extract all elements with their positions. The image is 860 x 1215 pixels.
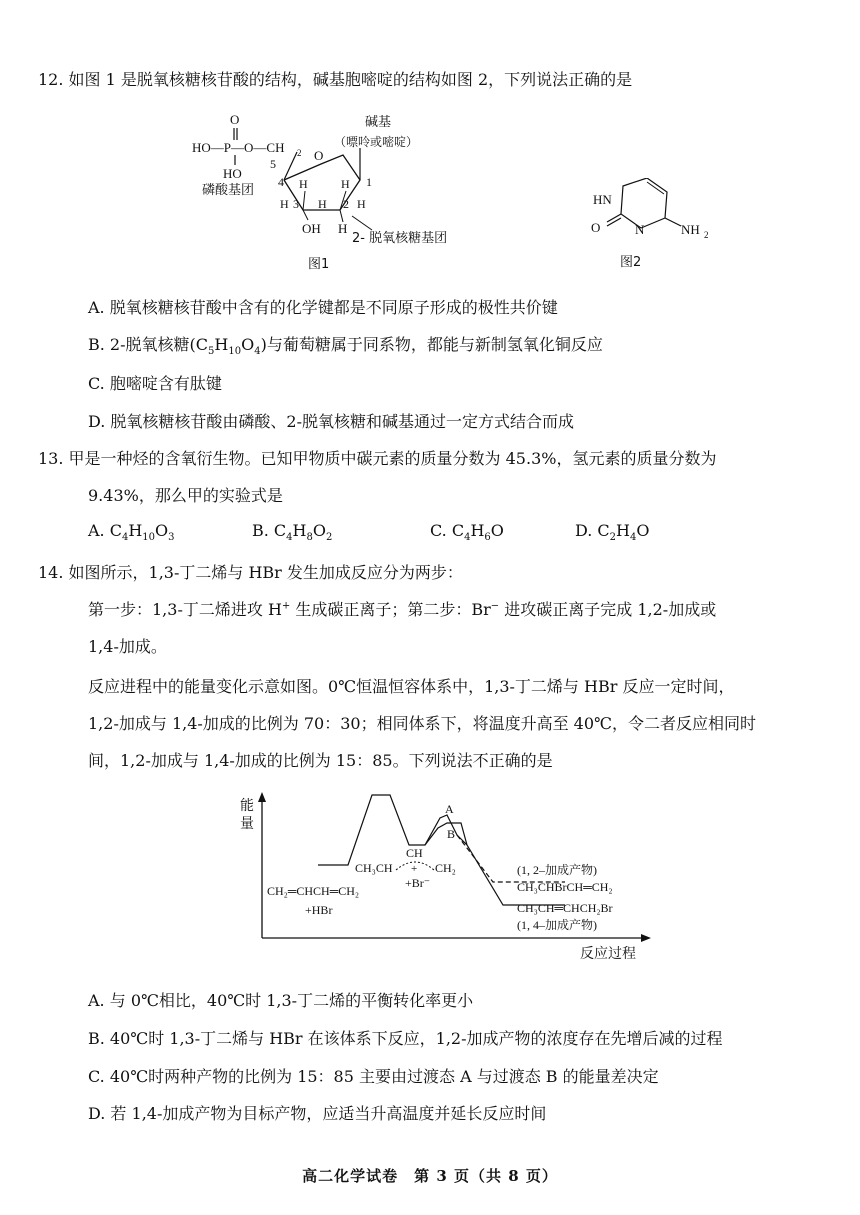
- reactant-formula: CH₂═CHCH═CH₂: [267, 884, 360, 898]
- fig1-ch2-sub: 2: [297, 148, 302, 158]
- intermediate-ch: CH: [406, 846, 423, 860]
- reactant-hbr: +HBr: [305, 903, 333, 917]
- product-12-formula: CH₃CHBrCH═CH₂: [517, 880, 613, 894]
- fig1-h-low: H: [338, 221, 348, 236]
- fig1-num2: 2: [343, 197, 349, 211]
- fig1-h-c: H: [280, 197, 289, 211]
- fig2-caption: 图2: [620, 255, 642, 270]
- product-12-label: (1, 2–加成产物): [517, 863, 597, 877]
- intermediate-right: CH₂: [435, 861, 456, 875]
- fig1-phosphate-label: 磷酸基团: [202, 183, 255, 198]
- q14-option-a: A. 与 0℃相比，40℃时 1,3-丁二烯的平衡转化率更小: [88, 991, 474, 1010]
- figure-2-cytosine: [575, 178, 715, 273]
- energy-profile-diagram: [235, 790, 655, 970]
- q13-option-a: A. $C_4H_{10}O_3$: [88, 521, 175, 544]
- figure-1-nucleotide: [180, 108, 500, 278]
- fig1-h-b: H: [341, 177, 350, 191]
- q12-option-c: C. 胞嘧啶含有肽键: [88, 374, 222, 393]
- product-14-formula: CH₃CH═CHCH₂Br: [517, 901, 613, 915]
- q14-option-c: C. 40℃时两种产物的比例为 15：85 主要由过渡态 A 与过渡态 B 的能量差决定: [88, 1067, 659, 1086]
- q14-para-1: 第一步：1,3-丁二烯进攻 H+ 生成碳正离子；第二步：Br− 进攻碳正离子完成 1,2-加成或: [88, 600, 717, 619]
- fig1-deoxy-label: 2- 脱氧核糖基团: [352, 231, 448, 246]
- fig1-oh: OH: [302, 221, 321, 236]
- page-footer: 高二化学试卷 第 3 页（共 8 页）: [302, 1167, 558, 1185]
- q13-option-b: B. $C_4H_8O_2$: [252, 521, 333, 544]
- axis-y-label-1: 能: [240, 798, 254, 814]
- q13-option-d: D. $C_2H_4O$: [575, 521, 650, 544]
- q14-option-b: B. 40℃时 1,3-丁二烯与 HBr 在该体系下反应，1,2-加成产物的浓度存在先增后减的过程: [88, 1029, 723, 1048]
- intermediate-plus: +: [411, 863, 418, 875]
- fig1-num5: 5: [270, 157, 276, 171]
- fig1-ho-bottom: HO: [223, 166, 242, 181]
- fig2-o: O: [591, 220, 601, 235]
- fig1-phosphate-chain: HO—P—O—CH: [192, 140, 285, 155]
- axis-y-label-2: 量: [240, 816, 254, 832]
- fig1-h-a: H: [299, 177, 308, 191]
- intermediate-left: CH₃CH: [355, 861, 393, 875]
- fig1-num4: 4: [278, 175, 284, 189]
- fig1-ring-o: O: [314, 148, 324, 163]
- intermediate-br: +Br⁻: [405, 876, 431, 890]
- fig1-h-d: H: [318, 197, 327, 211]
- fig1-h-e: H: [357, 197, 366, 211]
- q12-option-a: A. 脱氧核糖核苷酸中含有的化学键都是不同原子形成的极性共价键: [88, 298, 558, 317]
- fig1-base-label: 碱基: [365, 115, 392, 130]
- fig2-nh2-sub: 2: [704, 230, 709, 240]
- q14-para-5: 间，1,2-加成与 1,4-加成的比例为 15：85。下列说法不正确的是: [88, 751, 553, 770]
- q13-stem-1: 13. 甲是一种烃的含氧衍生物。已知甲物质中碳元素的质量分数为 45.3%，氢元素的质量分数为: [38, 449, 717, 468]
- fig1-num3: 3: [293, 197, 299, 211]
- q14-para-4: 1,2-加成与 1,4-加成的比例为 70：30；相同体系下，将温度升高至 40℃，令二者反应相同时: [88, 714, 756, 733]
- fig1-caption: 图1: [308, 257, 330, 272]
- q12-option-d: D. 脱氧核糖核苷酸由磷酸、2-脱氧核糖和碱基通过一定方式结合而成: [88, 412, 575, 431]
- fig1-num1: 1: [366, 175, 372, 189]
- q14-stem: 14. 如图所示，1,3-丁二烯与 HBr 发生加成反应分为两步：: [38, 563, 463, 582]
- axis-x-label: 反应过程: [580, 946, 636, 962]
- q13-stem-2: 9.43%，那么甲的实验式是: [88, 486, 283, 505]
- q12-option-b: B. 2-脱氧核糖$(C_5H_{10}O_4)$与葡萄糖属于同系物，都能与新制氢氧化铜反应: [88, 335, 603, 358]
- q14-para-3: 反应进程中的能量变化示意如图。0℃恒温恒容体系中，1,3-丁二烯与 HBr 反应一定时间，: [88, 677, 735, 696]
- q13-option-c: C. $C_4H_6O$: [430, 521, 504, 544]
- q14-option-d: D. 若 1,4-加成产物为目标产物，应适当升高温度并延长反应时间: [88, 1104, 547, 1123]
- fig1-o-top: O: [230, 112, 240, 127]
- product-14-label: (1, 4–加成产物): [517, 918, 597, 932]
- q12-stem: 12. 如图 1 是脱氧核糖核苷酸的结构，碱基胞嘧啶的结构如图 2，下列说法正确的是: [38, 70, 633, 89]
- ts-b-label: B: [447, 827, 456, 841]
- fig2-nh2: NH: [681, 222, 700, 237]
- fig2-n: N: [635, 222, 645, 237]
- q14-para-2: 1,4-加成。: [88, 637, 167, 656]
- fig1-base-sub: （嘌呤或嘧啶）: [334, 135, 419, 149]
- fig2-hn: HN: [593, 192, 612, 207]
- ts-a-label: A: [445, 802, 454, 816]
